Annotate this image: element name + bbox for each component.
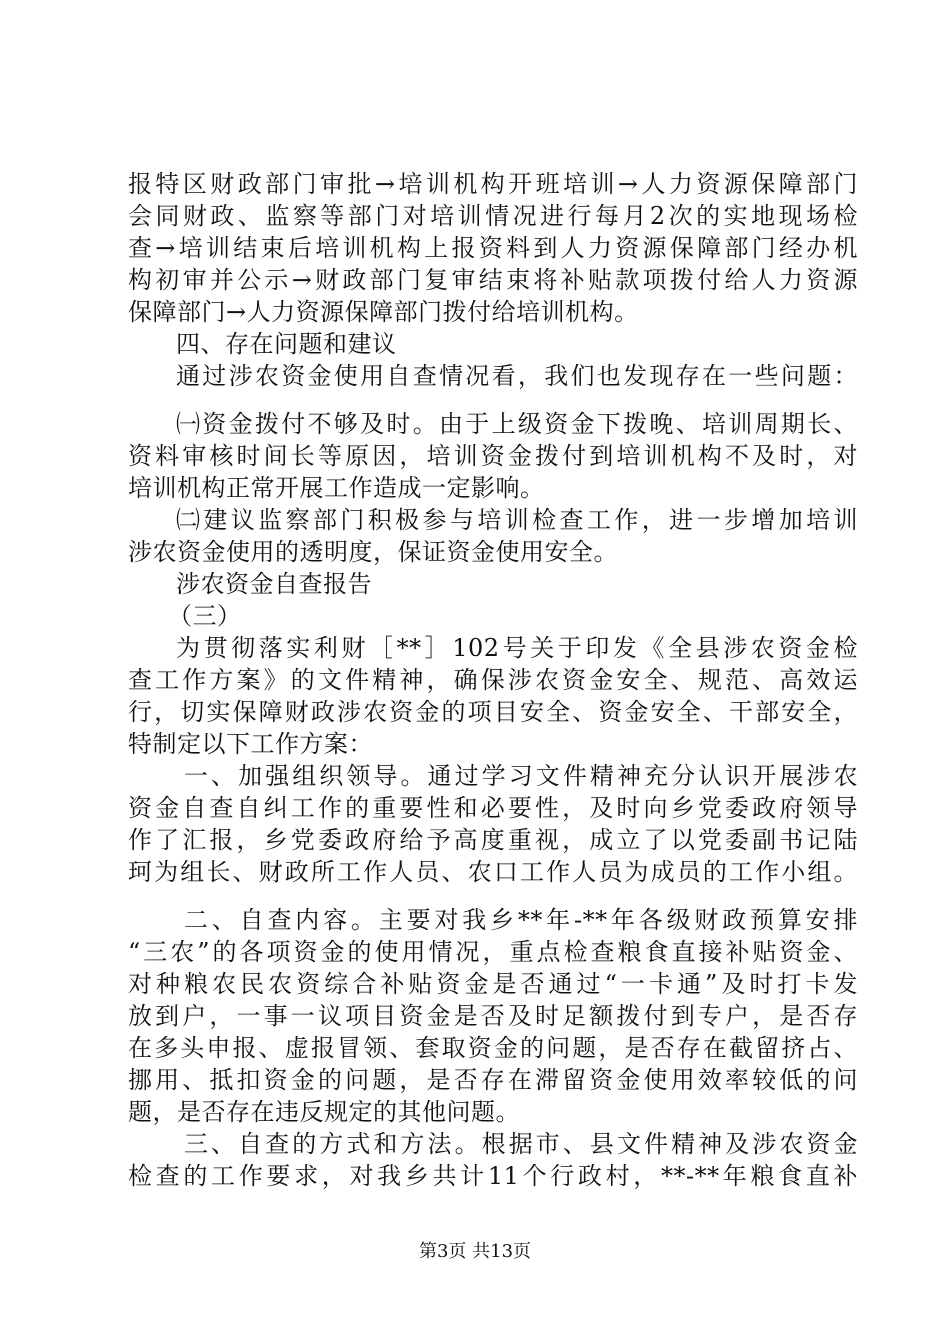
text-line: ㈡建议监察部门积极参与培训检查工作，进一步增加培训 [176, 506, 858, 534]
text-line: 珂为组长、财政所工作人员、农口工作人员为成员的工作小组。 [128, 858, 858, 886]
text-line: 查工作方案》的文件精神，确保涉农资金安全、规范、高效运 [128, 666, 858, 694]
text-line: 会同财政、监察等部门对培训情况进行每月2次的实地现场检 [128, 202, 858, 230]
text-line: 三、自查的方式和方法。根据市、县文件精神及涉农资金 [184, 1130, 858, 1158]
text-line: 查→培训结束后培训机构上报资料到人力资源保障部门经办机 [128, 234, 858, 262]
text-line: 为贯彻落实利财［**］102号关于印发《全县涉农资金检 [176, 634, 858, 662]
text-line: 放到户，一事一议项目资金是否及时足额拨付到专户，是否存 [128, 1002, 858, 1030]
section-heading: 四、存在问题和建议 [176, 330, 397, 358]
text-line: 资金自查自纠工作的重要性和必要性，及时向乡党委政府领导 [128, 794, 858, 822]
text-line: 资料审核时间长等原因，培训资金拨付到培训机构不及时，对 [128, 442, 858, 470]
report-subtitle: （三） [168, 602, 242, 630]
text-line: 检查的工作要求，对我乡共计11个行政村，**-**年粮食直补 [128, 1162, 858, 1190]
text-line: 在多头申报、虚报冒领、套取资金的问题，是否存在截留挤占、 [128, 1034, 858, 1062]
text-line: “三农”的各项资金的使用情况，重点检查粮食直接补贴资金、 [128, 938, 858, 966]
text-line: 培训机构正常开展工作造成一定影响。 [128, 474, 545, 502]
page-number-footer: 第3页 共13页 [418, 1241, 532, 1262]
text-line: 一、加强组织领导。通过学习文件精神充分认识开展涉农 [184, 762, 858, 790]
text-line: 行，切实保障财政涉农资金的项目安全、资金安全、干部安全， [128, 698, 858, 726]
text-line: 特制定以下工作方案： [128, 730, 373, 758]
report-title: 涉农资金自查报告 [176, 570, 372, 598]
text-line: 保障部门→人力资源保障部门拨付给培训机构。 [128, 298, 639, 326]
text-line: 挪用、抵扣资金的问题，是否存在滞留资金使用效率较低的问 [128, 1066, 858, 1094]
text-line: 作了汇报，乡党委政府给予高度重视，成立了以党委副书记陆 [128, 826, 858, 854]
text-line: 构初审并公示→财政部门复审结束将补贴款项拨付给人力资源 [128, 266, 858, 294]
text-line: 二、自查内容。主要对我乡**年-**年各级财政预算安排 [184, 906, 858, 934]
text-line: ㈠资金拨付不够及时。由于上级资金下拨晚、培训周期长、 [176, 410, 858, 438]
text-line: 涉农资金使用的透明度，保证资金使用安全。 [128, 538, 618, 566]
text-line: 对种粮农民农资综合补贴资金是否通过“一卡通”及时打卡发 [128, 970, 858, 998]
text-line: 报特区财政部门审批→培训机构开班培训→人力资源保障部门 [128, 170, 858, 198]
text-line: 题，是否存在违反规定的其他问题。 [128, 1098, 520, 1126]
text-line: 通过涉农资金使用自查情况看，我们也发现存在一些问题： [176, 362, 858, 390]
